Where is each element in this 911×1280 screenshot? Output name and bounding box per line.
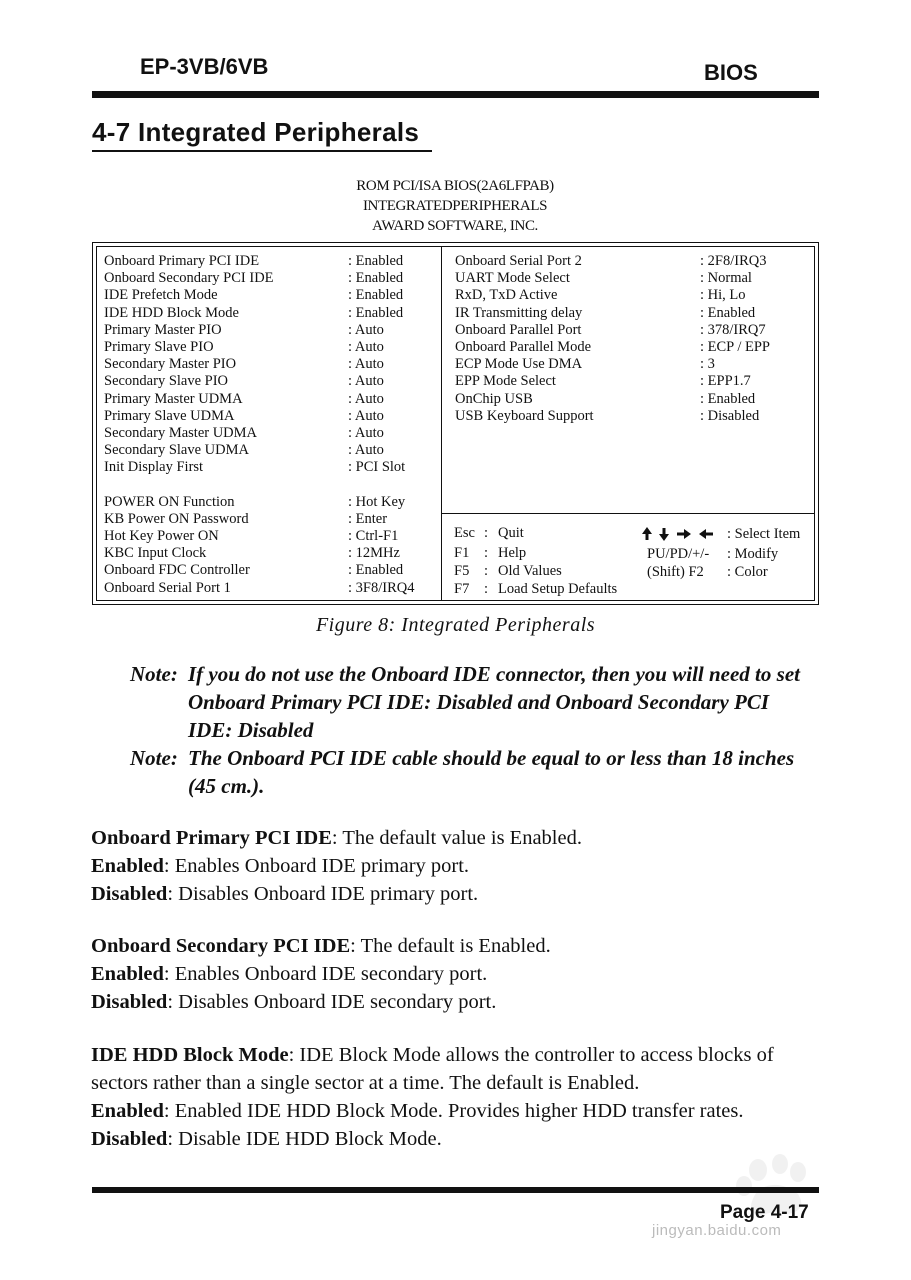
term: Onboard Primary PCI IDE <box>91 827 332 849</box>
title-underline <box>92 150 432 152</box>
bios-setting-value[interactable]: : Auto <box>348 339 384 355</box>
bios-setting-value[interactable]: : 378/IRQ7 <box>700 321 766 338</box>
bios-setting-label: KB Power ON Password <box>104 510 249 527</box>
bios-setting-value[interactable]: : Enabled <box>348 270 404 287</box>
desc: : Enables Onboard IDE secondary port. <box>163 963 488 985</box>
note-text: The Onboard PCI IDE cable should be equal to or less than 18 inches (45 cm.). <box>188 746 795 798</box>
manual-section: BIOS <box>704 60 758 85</box>
bios-setting-value[interactable]: : 3F8/IRQ4 <box>348 579 415 596</box>
bios-setting-label: Primary Master UDMA <box>104 390 243 407</box>
bios-screen <box>92 242 819 605</box>
bios-setting-label: Onboard Serial Port 2 <box>455 253 582 269</box>
bios-setting-value[interactable]: : Auto <box>348 390 384 407</box>
bios-setting-label: OnChip USB <box>455 390 533 407</box>
bios-setting-label: EPP Mode Select <box>455 373 556 390</box>
para-primary-ide <box>91 824 821 908</box>
bios-setting-label: Init Display First <box>104 459 204 476</box>
bios-setting-value[interactable]: : Enter <box>348 510 388 527</box>
key-name: Esc <box>454 525 475 541</box>
bios-setting-label: KBC Input Clock <box>104 545 207 562</box>
bios-setting-value[interactable]: : ECP / EPP <box>700 339 770 355</box>
term: Enabled <box>91 963 164 985</box>
bios-setting-value[interactable]: : Auto <box>348 442 384 459</box>
key-separator: : <box>484 525 489 541</box>
bios-setting-label: Secondary Slave PIO <box>104 373 229 390</box>
bios-keys-divider <box>441 513 814 514</box>
bios-heading-line-3: AWARD SOFTWARE, INC. <box>372 218 538 234</box>
desc: : Enables Onboard IDE primary port. <box>163 855 470 877</box>
bios-screen-inner <box>96 246 815 601</box>
bios-setting-label: POWER ON Function <box>104 493 235 510</box>
arrow-keys-icon <box>641 525 719 543</box>
term: Disabled <box>91 883 168 905</box>
bios-setting-label: Secondary Master PIO <box>104 356 237 373</box>
key-separator: : <box>484 563 489 579</box>
note-label: Note: <box>130 662 178 686</box>
term: Enabled <box>91 855 164 877</box>
bios-setting-value[interactable]: : Enabled <box>348 253 404 269</box>
key-separator: : <box>484 545 489 561</box>
bios-setting-value[interactable]: : Auto <box>348 407 384 424</box>
bios-setting-label: RxD, TxD Active <box>455 287 558 304</box>
key-name: F7 <box>454 581 470 597</box>
term: IDE HDD Block Mode <box>91 1044 289 1066</box>
key-action-color: : Color <box>727 564 768 580</box>
bios-setting-label: USB Keyboard Support <box>455 407 594 424</box>
term: Disabled <box>91 1128 168 1150</box>
bios-setting-label: Onboard Parallel Mode <box>455 339 592 355</box>
bios-setting-value[interactable]: : Auto <box>348 321 384 338</box>
desc: : IDE Block Mode allows the controller to access blocks of sectors rather than a single sector at a time. The default is Enabled. <box>91 1044 774 1094</box>
bios-setting-label: IR Transmitting delay <box>455 304 583 321</box>
term: Disabled <box>91 991 168 1013</box>
bios-setting-label: IDE Prefetch Mode <box>104 287 218 304</box>
bios-setting-label: Onboard Serial Port 1 <box>104 579 231 596</box>
key-name: F1 <box>454 545 470 561</box>
key-row-select <box>647 525 817 545</box>
page-number: Page 4-17 <box>720 1202 809 1223</box>
note-text: If you do not use the Onboard IDE connector, then you will need to set Onboard Primary PCI IDE: Disabled and Onboard Secondary PCI IDE: Disabled <box>188 662 800 742</box>
bios-heading-line-2: INTEGRATEDPERIPHERALS <box>362 198 548 214</box>
bios-setting-value[interactable]: : 3 <box>700 356 715 373</box>
bios-setting-label: IDE HDD Block Mode <box>104 304 239 321</box>
key-action: Load Setup Defaults <box>498 581 618 597</box>
key-action: Quit <box>498 525 524 541</box>
bios-setting-value[interactable]: : Hot Key <box>348 493 406 510</box>
watermark-text: jingyan.baidu.com <box>652 1222 782 1239</box>
header-rule <box>92 91 819 98</box>
page-title: 4-7 Integrated Peripherals <box>92 117 420 147</box>
desc: : The default is Enabled. <box>350 935 551 957</box>
desc: : Disables Onboard IDE primary port. <box>167 883 479 905</box>
footer-rule <box>92 1187 819 1193</box>
manual-model: EP-3VB/6VB <box>140 54 269 79</box>
bios-setting-value[interactable]: : Ctrl-F1 <box>348 528 399 544</box>
bios-setting-value[interactable]: : Hi, Lo <box>700 287 746 304</box>
bios-setting-label: Onboard Primary PCI IDE <box>104 253 260 269</box>
bios-setting-value[interactable]: : Enabled <box>348 287 404 304</box>
bios-setting-value[interactable]: : Enabled <box>700 390 756 407</box>
term: Onboard Secondary PCI IDE <box>91 935 351 957</box>
note-1 <box>130 660 820 744</box>
bios-setting-label: Onboard FDC Controller <box>104 562 250 579</box>
bios-setting-value[interactable]: : 12MHz <box>348 545 400 562</box>
bios-setting-label: Onboard Secondary PCI IDE <box>104 270 274 287</box>
note-2 <box>130 744 820 800</box>
bios-setting-value[interactable]: : EPP1.7 <box>700 373 751 390</box>
desc: : The default value is Enabled. <box>331 827 582 849</box>
bios-setting-label: Primary Master PIO <box>104 321 222 338</box>
key-action-modify: : Modify <box>727 546 779 562</box>
desc: : Enabled IDE HDD Block Mode. Provides higher HDD transfer rates. <box>163 1100 744 1122</box>
bios-setting-label: Hot Key Power ON <box>104 528 219 544</box>
bios-setting-label: UART Mode Select <box>455 270 570 287</box>
bios-setting-value[interactable]: : Enabled <box>348 304 404 321</box>
key-action: Help <box>498 545 527 561</box>
bios-setting-value[interactable]: : 2F8/IRQ3 <box>700 253 767 269</box>
note-label: Note: <box>130 746 178 770</box>
term: Enabled <box>91 1100 164 1122</box>
bios-setting-value[interactable]: : Normal <box>700 270 752 287</box>
figure-caption: Figure 8: Integrated Peripherals <box>315 614 596 636</box>
para-secondary-ide <box>91 932 821 1016</box>
bios-setting-label: Primary Slave PIO <box>104 339 214 355</box>
bios-setting-value[interactable]: : Enabled <box>348 562 404 579</box>
bios-setting-value[interactable]: : Disabled <box>700 407 760 424</box>
desc: : Disables Onboard IDE secondary port. <box>167 991 497 1013</box>
bios-setting-label: Primary Slave UDMA <box>104 407 235 424</box>
bios-column-divider <box>441 247 442 600</box>
bios-setting-label: Secondary Slave UDMA <box>104 442 249 459</box>
bios-setting-value[interactable]: : Auto <box>348 425 384 441</box>
bios-setting-label: ECP Mode Use DMA <box>455 356 583 373</box>
bios-heading-line-1: ROM PCI/ISA BIOS(2A6LFPAB) <box>356 178 554 194</box>
para-block-mode <box>91 1041 821 1153</box>
bios-setting-value[interactable]: : Auto <box>348 373 384 390</box>
key-action-select: : Select Item <box>727 526 801 542</box>
bios-setting-value[interactable]: : PCI Slot <box>348 459 406 476</box>
bios-setting-label: Onboard Parallel Port <box>455 321 582 338</box>
key-modify: PU/PD/+/- <box>647 546 710 562</box>
bios-setting-value[interactable]: : Enabled <box>700 304 756 321</box>
bios-setting-value[interactable]: : Auto <box>348 356 384 373</box>
key-action: Old Values <box>498 563 562 579</box>
key-separator: : <box>484 581 489 597</box>
key-color: (Shift) F2 <box>647 564 704 580</box>
desc: : Disable IDE HDD Block Mode. <box>167 1128 442 1150</box>
bios-setting-label: Secondary Master UDMA <box>104 425 258 441</box>
key-name: F5 <box>454 563 470 579</box>
